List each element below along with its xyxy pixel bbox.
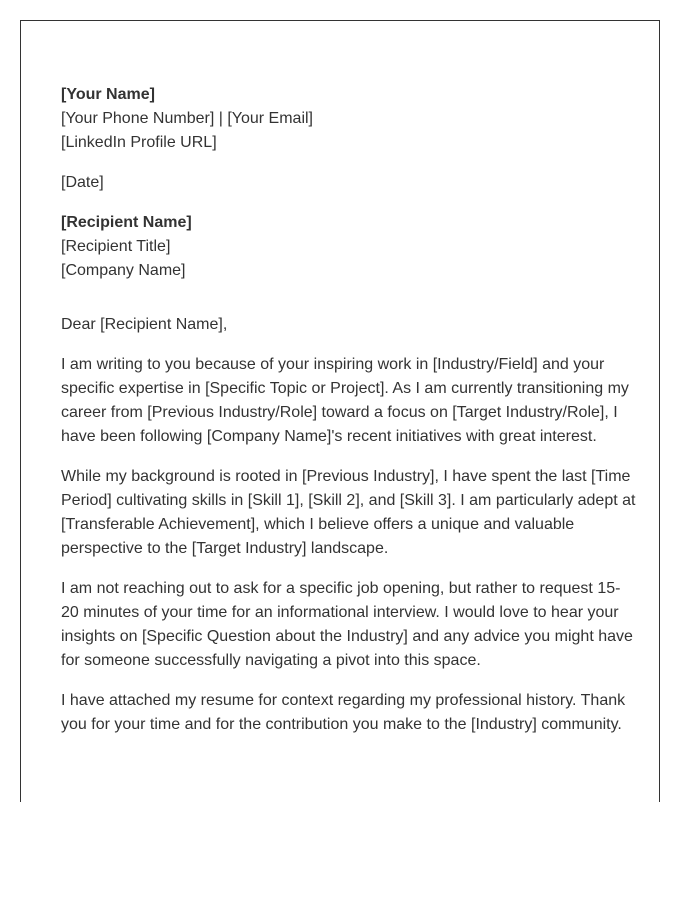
recipient-name: [Recipient Name] — [61, 214, 192, 231]
letter-content — [61, 83, 636, 737]
salutation-block — [61, 313, 636, 337]
recipient-title: [Recipient Title] — [61, 238, 171, 255]
sender-contact: [Your Phone Number] | [Your Email] — [61, 110, 313, 127]
sender-name: [Your Name] — [61, 86, 155, 103]
salutation: Dear [Recipient Name], — [61, 316, 228, 333]
body-paragraph-2: While my background is rooted in [Previous Industry], I have spent the last [Time Period] cultivating skills in [Skill 1], [Skill 2], and [Skill 3]. I am particularly adept at [Transferable Achievement], which I believe offers a unique and valuable perspective to the [Target Industry] landscape. — [61, 468, 636, 557]
date-block — [61, 171, 636, 195]
letter-page — [20, 20, 660, 802]
body-paragraph-1: I am writing to you because of your inspiring work in [Industry/Field] and your specific expertise in [Specific Topic or Project]. As I am currently transitioning my career from [Previous Industry/Role] toward a focus on [Target Industry/Role], I have been following [Company Name]'s recent initiatives with great interest. — [61, 356, 629, 445]
letter-date: [Date] — [61, 174, 104, 191]
sender-block — [61, 83, 636, 155]
body-paragraph-3: I am not reaching out to ask for a specific job opening, but rather to request 15-20 minutes of your time for an informational interview. I would love to hear your insights on [Specific Question about the Industry] and any advice you might have for someone successfully navigating a pivot into this space. — [61, 580, 633, 669]
recipient-block — [61, 211, 636, 283]
sender-linkedin: [LinkedIn Profile URL] — [61, 134, 217, 151]
recipient-company: [Company Name] — [61, 262, 186, 279]
body-paragraph-4: I have attached my resume for context regarding my professional history. Thank you for your time and for the contribution you make to the [Industry] community. — [61, 692, 626, 733]
